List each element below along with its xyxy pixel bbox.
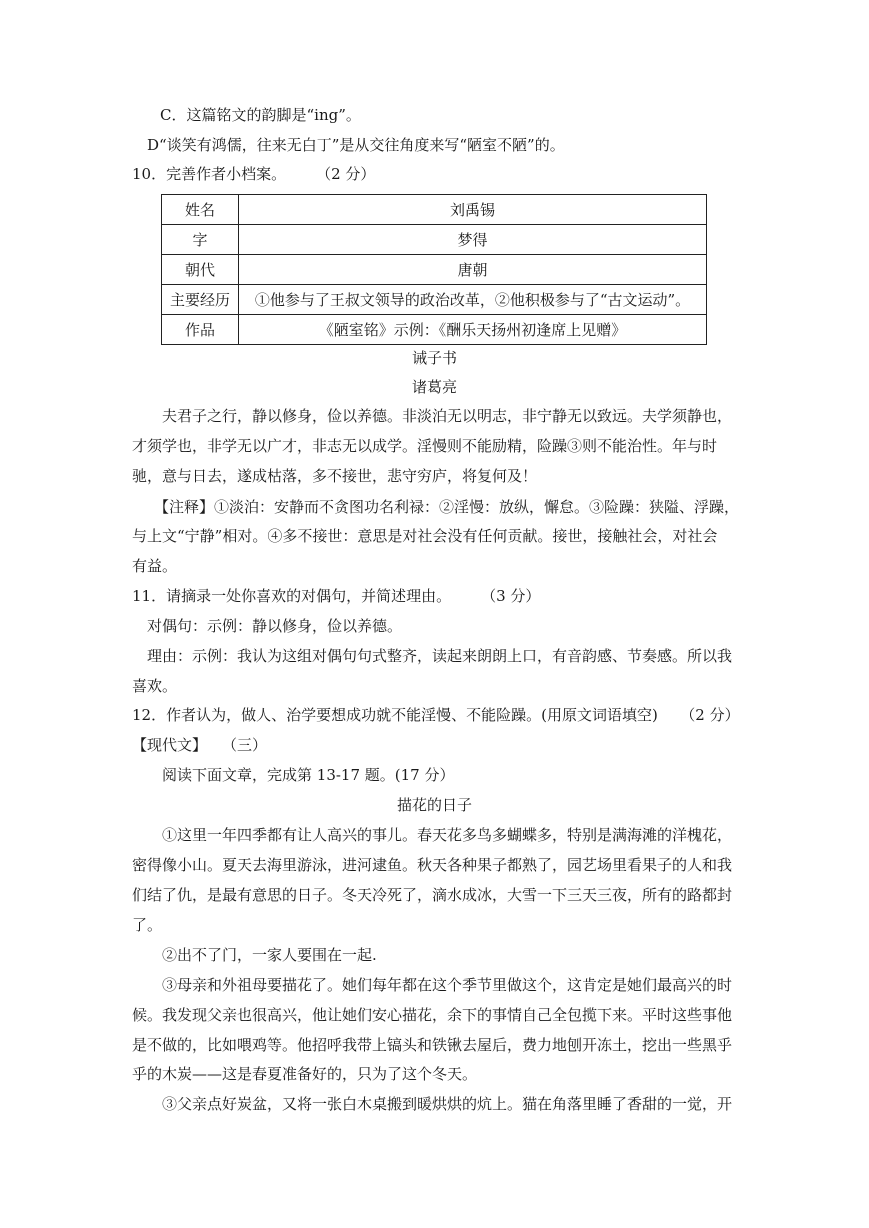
essay-title: 描花的日子 (396, 796, 472, 814)
question-11: 11．请摘录一处你喜欢的对偶句，并简述理由。 （3 分） (132, 587, 541, 605)
essay-line: ③父亲点好炭盆，又将一张白木桌搬到暖烘烘的炕上。猫在角落里睡了香甜的一觉，开 (162, 1095, 733, 1113)
option-d: D“谈笑有鸿儒，往来无白丁”是从交往角度来写“陋室不陋”的。 (147, 136, 565, 154)
option-c: C．这篇铭文的韵脚是“ing”。 (160, 106, 361, 124)
answer-11-reason: 喜欢。 (132, 677, 178, 695)
table-row (162, 285, 707, 315)
annotation-line: 【注释】①淡泊：安静而不贪图功名利禄：②淫慢：放纵，懈怠。③险躁：狭隘、浮躁， (154, 498, 740, 516)
table-row (162, 315, 707, 345)
section-heading: 【现代文】 （三） (132, 736, 268, 754)
poem-author: 诸葛亮 (411, 378, 457, 396)
table-value: 唐朝 (239, 255, 707, 285)
table-label: 朝代 (162, 255, 239, 285)
table-value: 梦得 (239, 225, 707, 255)
question-10: 10．完善作者小档案。 （2 分） (132, 165, 376, 183)
essay-line: 乎的木炭——这是春夏准备好的，只为了这个冬天。 (132, 1065, 478, 1083)
essay-line: 密得像小山。夏天去海里游泳，进河逮鱼。秋天各种果子都熟了，园艺场里看果子的人和我 (132, 856, 733, 874)
essay-line: 了。 (132, 916, 163, 934)
table-value: 刘禹锡 (239, 195, 707, 225)
table-row (162, 255, 707, 285)
table-label: 姓名 (162, 195, 239, 225)
essay-line: ③母亲和外祖母要描花了。她们每年都在这个季节里做这个，这肯定是她们最高兴的时 (162, 976, 733, 994)
answer-11-reason: 理由：示例：我认为这组对偶句句式整齐，读起来朗朗上口，有音韵感、节奏感。所以我 (147, 647, 733, 665)
table-row (162, 225, 707, 255)
poem-title: 诫子书 (411, 349, 457, 367)
annotation-line: 与上文“宁静”相对。④多不接世：意思是对社会没有任何贡献。接世，接触社会，对社会 (132, 527, 718, 545)
essay-line: 是不做的，比如喂鸡等。他招呼我带上镐头和铁锹去屋后，费力地刨开冻土，挖出一些黑乎 (132, 1036, 733, 1054)
table-label: 主要经历 (162, 285, 239, 315)
table-row (162, 195, 707, 225)
annotation-line: 有益。 (132, 557, 178, 575)
table-value: 《陋室铭》示例：《酬乐天扬州初逢席上见赠》 (239, 315, 707, 345)
essay-line: 候。我发现父亲也很高兴，他让她们安心描花，余下的事情自己全包揽下来。平时这些事他 (132, 1006, 733, 1024)
question-12: 12．作者认为，做人、治学要想成功就不能淫慢、不能险躁。(用原文词语填空) （2 分） (132, 706, 740, 724)
table-label: 作品 (162, 315, 239, 345)
essay-line: ①这里一年四季都有让人高兴的事儿。春天花多鸟多蝴蝶多，特别是满海滩的洋槐花， (162, 826, 733, 844)
answer-11-couplet: 对偶句：示例：静以修身，俭以养德。 (147, 617, 403, 635)
essay-line: 们结了仇，是最有意思的日子。冬天冷死了，滴水成冰，大雪一下三天三夜，所有的路都封 (132, 886, 733, 904)
author-profile-table (161, 194, 707, 345)
instruction: 阅读下面文章，完成第 13-17 题。(17 分） (162, 766, 455, 784)
poem-text-line: 才须学也，非学无以广才，非志无以成学。淫慢则不能励精，险躁③则不能治性。年与时 (132, 437, 718, 455)
table-value: ①他参与了王叔文领导的政治改革，②他积极参与了“古文运动”。 (239, 285, 707, 315)
poem-text-line: 夫君子之行，静以修身，俭以养德。非淡泊无以明志，非宁静无以致远。夫学须静也， (162, 407, 733, 425)
table-label: 字 (162, 225, 239, 255)
poem-text-line: 驰，意与日去，遂成枯落，多不接世，悲守穷庐，将复何及！ (132, 467, 538, 485)
essay-line: ②出不了门，一家人要围在一起. (162, 946, 377, 964)
